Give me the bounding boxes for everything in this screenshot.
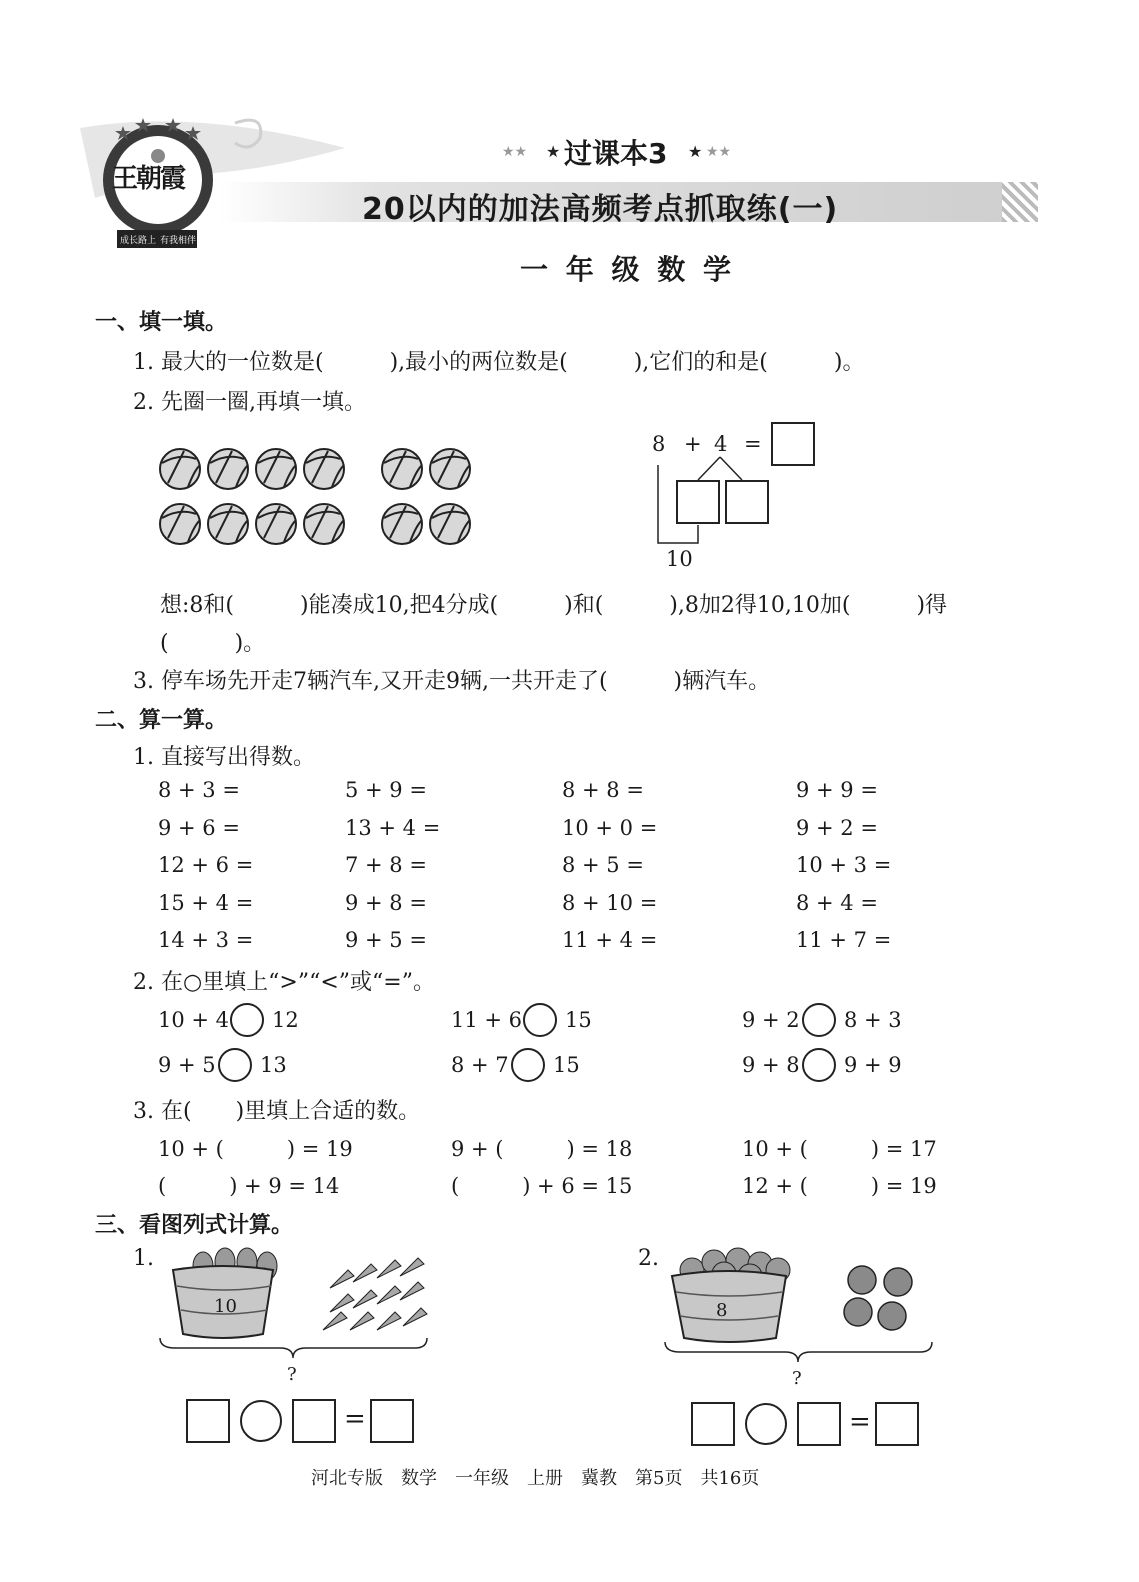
diagram-eq: = <box>744 432 762 456</box>
oral-item: 8 + 3 = <box>158 778 240 802</box>
problem-2-number: 2. <box>638 1246 659 1271</box>
oral-item: 12 + 6 = <box>158 853 254 877</box>
q1-2: 2. 先圈一圈,再填一填。 <box>133 390 366 415</box>
compare-left: 9 + 2 <box>742 1008 800 1032</box>
oral-item: 8 + 4 = <box>796 891 878 915</box>
blank-item[interactable]: ( ) + 9 = 14 <box>158 1174 340 1198</box>
split-box-left[interactable] <box>676 480 720 524</box>
page-title: 20以内的加法高频考点抓取练(一) <box>362 192 839 227</box>
compare-circle[interactable] <box>523 1003 557 1037</box>
compare-right: 12 <box>272 1008 299 1032</box>
oral-item: 14 + 3 = <box>158 928 254 952</box>
basket-count-1: 10 <box>214 1296 237 1317</box>
volleyball <box>208 449 248 489</box>
oral-item: 11 + 4 = <box>562 928 658 952</box>
volleyball <box>256 449 296 489</box>
volleyball <box>382 504 422 544</box>
diagram-b: 4 <box>714 432 728 456</box>
volleyball <box>382 449 422 489</box>
oral-item: 8 + 8 = <box>562 778 644 802</box>
logo-slogan-left: 成长路上 <box>120 236 157 246</box>
blank-item[interactable]: 10 + ( ) = 17 <box>742 1137 937 1161</box>
oral-item: 9 + 5 = <box>345 928 427 952</box>
equation-box[interactable] <box>691 1402 735 1446</box>
compare-right: 15 <box>553 1053 580 1077</box>
diagram-ten: 10 <box>666 547 693 571</box>
logo-slogan-right: 有我相伴 <box>160 236 197 246</box>
compare-right: 8 + 3 <box>844 1008 902 1032</box>
oral-item: 9 + 9 = <box>796 778 878 802</box>
think-line-1: 想:8和( )能凑成10,把4分成( )和( ),8加2得10,10加( )得 <box>160 593 948 618</box>
oral-item: 10 + 3 = <box>796 853 892 877</box>
volleyball <box>430 504 470 544</box>
oral-item: 8 + 10 = <box>562 891 658 915</box>
oral-item: 9 + 8 = <box>345 891 427 915</box>
section2-heading: 二、算一算。 <box>95 708 228 733</box>
q2-1: 1. 直接写出得数。 <box>133 745 315 770</box>
blank-item[interactable]: 9 + ( ) = 18 <box>451 1137 633 1161</box>
compare-circle[interactable] <box>230 1003 264 1037</box>
compare-left: 11 + 6 <box>451 1008 523 1032</box>
volleyball <box>304 449 344 489</box>
compare-left: 10 + 4 <box>158 1008 230 1032</box>
compare-right: 9 + 9 <box>844 1053 902 1077</box>
oral-item: 7 + 8 = <box>345 853 427 877</box>
diagram-a: 8 <box>652 432 666 456</box>
section3-heading: 三、看图列式计算。 <box>95 1213 294 1238</box>
compare-right: 13 <box>260 1053 287 1077</box>
oral-item: 5 + 9 = <box>345 778 427 802</box>
problem-1-number: 1. <box>133 1246 154 1271</box>
banner-pattern <box>1002 182 1038 222</box>
q1-1: 1. 最大的一位数是( ),最小的两位数是( ),它们的和是( )。 <box>133 350 865 375</box>
operator-circle[interactable] <box>745 1403 787 1445</box>
blank-item[interactable]: 10 + ( ) = 19 <box>158 1137 353 1161</box>
oral-item: 8 + 5 = <box>562 853 644 877</box>
question-mark-1: ? <box>287 1364 297 1385</box>
q2-3: 3. 在( )里填上合适的数。 <box>133 1099 421 1124</box>
page-subtitle: 一 年 级 数 学 <box>520 253 735 286</box>
q2-2: 2. 在○里填上“>”“<”或“=”。 <box>133 970 435 995</box>
compare-circle[interactable] <box>511 1048 545 1082</box>
volleyball <box>256 504 296 544</box>
compare-circle[interactable] <box>802 1003 836 1037</box>
oral-item: 15 + 4 = <box>158 891 254 915</box>
volleyball <box>208 504 248 544</box>
split-box-right[interactable] <box>725 480 769 524</box>
equals-sign: = <box>344 1404 366 1434</box>
basket-count-2: 8 <box>716 1300 728 1321</box>
equation-box[interactable] <box>370 1399 414 1443</box>
volleyball-group <box>150 440 490 550</box>
compare-left: 8 + 7 <box>451 1053 509 1077</box>
diagram-plus: + <box>684 432 702 456</box>
star-decor-left: ★★ <box>502 144 528 160</box>
think-line-2: ( )。 <box>160 631 266 656</box>
equation-box[interactable] <box>875 1402 919 1446</box>
question-mark-2: ? <box>792 1368 802 1389</box>
volleyball <box>160 504 200 544</box>
blank-item[interactable]: 12 + ( ) = 19 <box>742 1174 937 1198</box>
oral-item: 10 + 0 = <box>562 816 658 840</box>
series-label: 过课本3 <box>564 137 668 170</box>
page-footer: 河北专版 数学 一年级 上册 冀教 第5页 共16页 <box>311 1468 760 1489</box>
compare-left: 9 + 5 <box>158 1053 216 1077</box>
blank-item[interactable]: ( ) + 6 = 15 <box>451 1174 633 1198</box>
volleyball <box>160 449 200 489</box>
compare-circle[interactable] <box>218 1048 252 1082</box>
equation-box[interactable] <box>292 1399 336 1443</box>
section1-heading: 一、填一填。 <box>95 310 228 335</box>
compare-right: 15 <box>565 1008 592 1032</box>
oral-item: 11 + 7 = <box>796 928 892 952</box>
logo-text: 王朝霞 <box>112 164 185 194</box>
equation-box[interactable] <box>797 1402 841 1446</box>
volleyball <box>430 449 470 489</box>
q1-3: 3. 停车场先开走7辆汽车,又开走9辆,一共开走了( )辆汽车。 <box>133 669 771 694</box>
oral-item: 13 + 4 = <box>345 816 441 840</box>
operator-circle[interactable] <box>240 1400 282 1442</box>
star-decor-right-dark: ★ <box>688 142 703 161</box>
star-decor-right: ★★ <box>706 144 732 160</box>
oral-item: 9 + 6 = <box>158 816 240 840</box>
equals-sign: = <box>849 1407 871 1437</box>
compare-circle[interactable] <box>802 1048 836 1082</box>
star-decor-left-dark: ★ <box>546 142 561 161</box>
compare-left: 9 + 8 <box>742 1053 800 1077</box>
volleyball <box>304 504 344 544</box>
oral-item: 9 + 2 = <box>796 816 878 840</box>
equation-box[interactable] <box>186 1399 230 1443</box>
ball-picture <box>660 1238 940 1388</box>
